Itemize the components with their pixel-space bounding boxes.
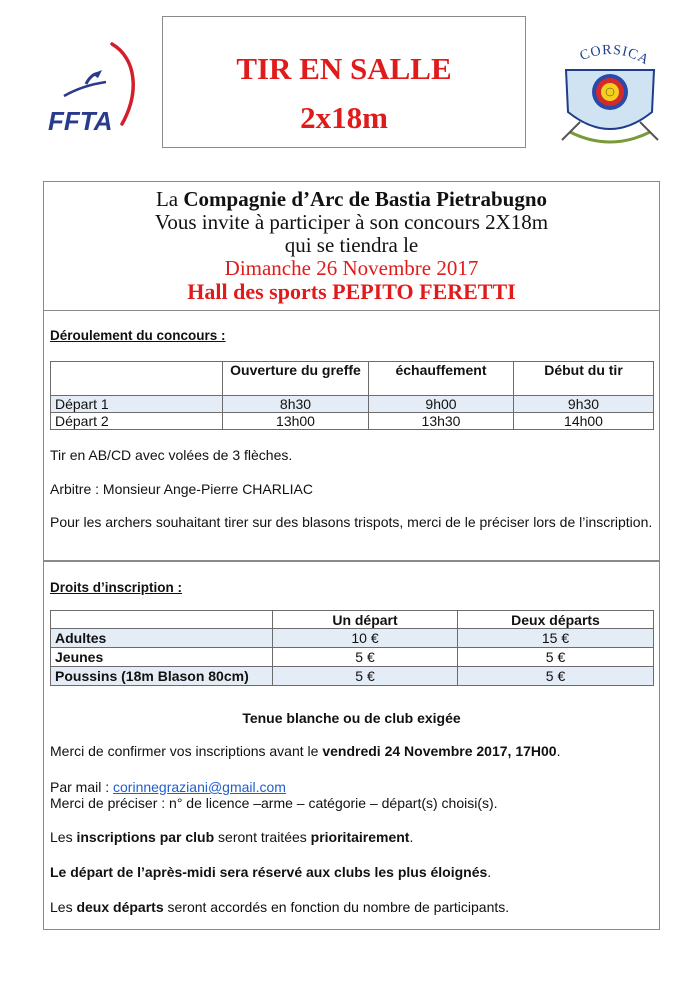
tenue-text: Tenue blanche ou de club exigée xyxy=(242,710,461,726)
confirm-text xyxy=(50,743,653,759)
schedule-row xyxy=(51,413,654,430)
schedule-greffe: 13h00 xyxy=(223,413,369,430)
invitation-line2: Vous invite à participer à son concours 2X18m xyxy=(154,210,549,234)
club-middle: seront traitées xyxy=(214,829,311,845)
schedule-debut: 14h00 xyxy=(514,413,654,430)
club-prefix: Les xyxy=(50,829,77,845)
email-link[interactable]: corinnegraziani@gmail.com xyxy=(113,779,286,795)
club-bold2: prioritairement xyxy=(310,829,410,845)
invitation-box xyxy=(43,181,660,311)
fees-row-label: Jeunes xyxy=(51,648,273,667)
ffta-logo-text: FFTA xyxy=(48,106,113,136)
fees-un: 10 € xyxy=(273,629,458,648)
fees-un: 5 € xyxy=(273,648,458,667)
deux-departs-text xyxy=(50,899,653,915)
event-date: Dimanche 26 Novembre 2017 xyxy=(224,256,479,280)
mail-line xyxy=(50,779,653,795)
club-text xyxy=(50,829,653,845)
invitation-line3: qui se tiendra le xyxy=(284,233,419,257)
schedule-header-row xyxy=(51,362,654,396)
title-box xyxy=(162,16,526,148)
droits-title: Droits d’inscription : xyxy=(50,580,183,595)
apres-midi-bold: Le départ de l’après-midi sera réservé aux clubs les plus éloignés xyxy=(50,864,488,880)
schedule-header-debut: Début du tir xyxy=(514,362,654,396)
fees-deux: 15 € xyxy=(458,629,654,648)
invitation-line1 xyxy=(44,188,659,211)
mail-prefix: Par mail : xyxy=(50,779,114,795)
schedule-echauffement: 9h00 xyxy=(369,396,514,413)
schedule-header-echauffement: échauffement xyxy=(369,362,514,396)
fees-header-deux: Deux départs xyxy=(458,611,654,629)
fees-row xyxy=(51,629,654,648)
club-name: Compagnie d’Arc de Bastia Pietrabugno xyxy=(183,187,548,211)
corsica-logo xyxy=(558,40,662,150)
text-trispots: Pour les archers souhaitant tirer sur des blasons trispots, merci de le préciser lors de l’inscription. xyxy=(50,514,653,530)
fees-row xyxy=(51,648,654,667)
club-bold1: inscriptions par club xyxy=(76,829,215,845)
fees-deux: 5 € xyxy=(458,648,654,667)
schedule-header-empty xyxy=(51,362,223,396)
fees-header-empty xyxy=(51,611,273,629)
schedule-row-label: Départ 1 xyxy=(51,396,223,413)
schedule-row-label: Départ 2 xyxy=(51,413,223,430)
schedule-row xyxy=(51,396,654,413)
deux-suffix: seront accordés en fonction du nombre de participants. xyxy=(163,899,510,915)
deroulement-section xyxy=(43,311,660,561)
svg-text:CORSICA xyxy=(578,43,652,69)
fees-row-label: Adultes xyxy=(51,629,273,648)
schedule-table xyxy=(50,361,654,430)
text-volees: Tir en AB/CD avec volées de 3 flèches. xyxy=(50,447,293,463)
preciser-text: Merci de préciser : n° de licence –arme – catégorie – départ(s) choisi(s). xyxy=(50,795,498,811)
fees-deux: 5 € xyxy=(458,667,654,686)
event-venue: Hall des sports PEPITO FERETTI xyxy=(187,279,516,304)
ffta-logo xyxy=(44,40,152,136)
fees-row-label: Poussins (18m Blason 80cm) xyxy=(51,667,273,686)
fees-un: 5 € xyxy=(273,667,458,686)
title-line1: TIR EN SALLE xyxy=(236,51,452,86)
club-suffix: . xyxy=(409,829,414,845)
text-arbitre: Arbitre : Monsieur Ange-Pierre CHARLIAC xyxy=(50,481,313,497)
schedule-debut: 9h30 xyxy=(514,396,654,413)
droits-section xyxy=(43,561,660,930)
invitation-prefix: La xyxy=(155,187,184,211)
deux-prefix: Les xyxy=(50,899,77,915)
schedule-header-greffe: Ouverture du greffe xyxy=(223,362,369,396)
confirm-suffix: . xyxy=(556,743,561,759)
schedule-greffe: 8h30 xyxy=(223,396,369,413)
corsica-logo-text: CORSICA xyxy=(577,42,652,69)
deux-bold: deux départs xyxy=(76,899,164,915)
fees-header-un: Un départ xyxy=(273,611,458,629)
fees-row xyxy=(51,667,654,686)
fees-header-row xyxy=(51,611,654,629)
apres-midi-text xyxy=(50,864,653,880)
title-line2: 2x18m xyxy=(300,100,388,135)
confirm-prefix: Merci de confirmer vos inscriptions avant le xyxy=(50,743,323,759)
confirm-date: vendredi 24 Novembre 2017, 17H00 xyxy=(322,743,557,759)
apres-midi-suffix: . xyxy=(487,864,492,880)
schedule-echauffement: 13h30 xyxy=(369,413,514,430)
fees-table xyxy=(50,610,654,686)
deroulement-title: Déroulement du concours : xyxy=(50,328,226,343)
